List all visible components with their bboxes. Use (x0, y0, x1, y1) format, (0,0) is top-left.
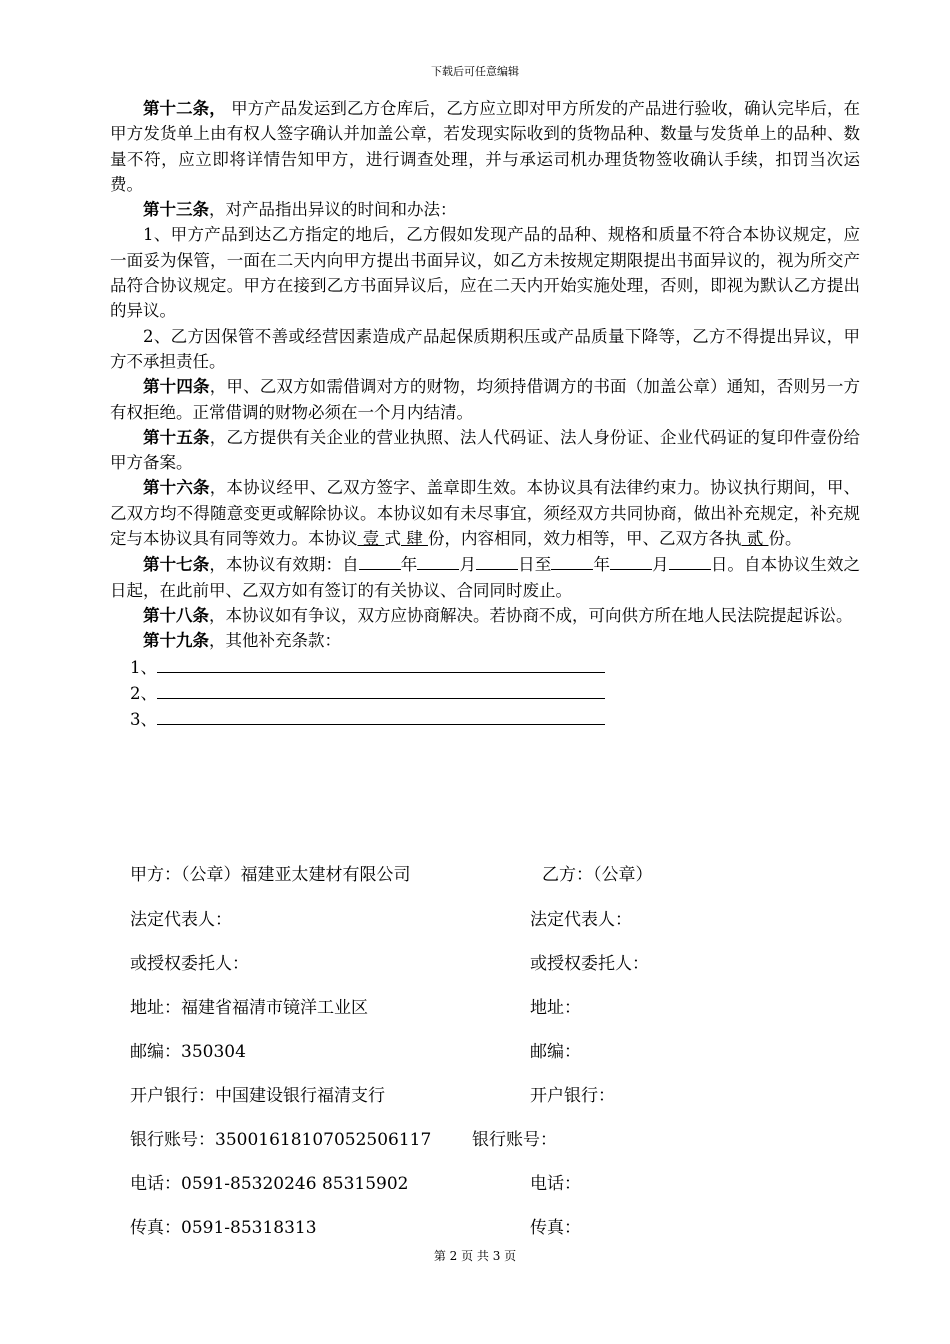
article-title: 第十九条 (143, 631, 209, 651)
end-day-blank (669, 551, 711, 570)
article-16: 第十六条，本协议经甲、乙双方签字、盖章即生效。本协议具有法律约束力。协议执行期间，甲、乙双方均不得随意变更或解除协议。本协议如有未尽事宜，须经双方共同协商，做出补充规定，补充规定与本协议具有同等效力。本协议 壹 式 肆 份，内容相同，效力相等，甲、乙双方各执 贰 份。 (110, 478, 861, 549)
start-month-blank (417, 551, 459, 570)
supplement-item-1: 1、 (110, 654, 860, 680)
start-day-blank (476, 551, 518, 570)
article-13-item-1: 1、甲方产品到达乙方指定的地后，乙方假如发现产品的品种、规格和质量不符合本协议规定，应一面妥为保管，一面在二天内向甲方提出书面异议，如乙方未按规定期限提出书面异议的，视为所交产品符合协议规定。甲方在接到乙方书面异议后，应在二天内开始实施处理，否则，即视为默认乙方提出的异议。 (110, 225, 860, 321)
end-month-blank (610, 551, 652, 570)
copies-each: 贰 (741, 529, 769, 549)
supplement-item-2: 2、 (110, 680, 860, 706)
article-13-item-2: 2、乙方因保管不善或经营因素造成产品起保质期积压或产品质量下降等，乙方不得提出异议，甲方不承担责任。 (110, 326, 860, 371)
end-year-blank (551, 551, 593, 570)
party-b-agent: 或授权委托人： (530, 954, 649, 974)
contract-body (110, 96, 860, 732)
party-b-phone: 电话： (530, 1174, 581, 1194)
party-b-fax: 传真： (530, 1218, 581, 1238)
article-title: 第十八条 (143, 605, 209, 625)
article-title: 第十二条， (143, 99, 226, 118)
party-b-address: 地址： (530, 998, 581, 1018)
party-a-rep: 法定代表人： (130, 910, 232, 930)
article-title: 第十五条 (143, 427, 210, 447)
party-a-name: 甲方：（公章）福建亚太建材有限公司 (130, 865, 411, 885)
article-title: 第十六条 (143, 478, 210, 498)
article-14: 第十四条，甲、乙双方如需借调对方的财物，均须持借调方的书面（加盖公章）通知，否则另一方有权拒绝。正常借调的财物必须在一个月内结清。 (110, 377, 861, 422)
party-b-name: 乙方：（公章） (542, 865, 653, 885)
article-13: 第十三条，对产品指出异议的时间和办法： (143, 200, 457, 220)
supplement-line (157, 680, 605, 699)
party-a-postcode: 邮编：350304 (130, 1042, 246, 1062)
party-a-agent: 或授权委托人： (130, 954, 249, 974)
party-a-address: 地址：福建省福清市镜洋工业区 (130, 998, 368, 1018)
party-b-rep: 法定代表人： (530, 910, 632, 930)
party-b-bank: 开户银行： (530, 1086, 615, 1106)
supplement-line (157, 654, 605, 673)
party-a-account: 银行账号：35001618107052506117 (130, 1130, 432, 1150)
article-19: 第十九条，其他补充条款： (143, 631, 341, 651)
copies-count: 肆 (401, 529, 428, 549)
page-footer: 第 2 页 共 3 页 (433, 1249, 517, 1263)
article-title: 第十四条 (143, 377, 210, 397)
party-a-fax: 传真：0591-85318313 (130, 1218, 317, 1238)
start-year-blank (359, 551, 401, 570)
article-title: 第十七条 (143, 555, 210, 575)
party-b-postcode: 邮编： (530, 1042, 581, 1062)
party-a-bank: 开户银行：中国建设银行福清支行 (130, 1086, 385, 1106)
supplement-line (157, 706, 605, 725)
article-12: 第十二条， 甲方产品发运到乙方仓库后，乙方应立即对甲方所发的产品进行验收，确认完毕后，在甲方发货单上由有权人签字确认并加盖公章，若发现实际收到的货物品种、数量与发货单上的品种、数量不符，应立即将详情告知甲方，进行调查处理，并与承运司机办理货物签收确认手续，扣罚当次运费。 (110, 99, 860, 194)
supplement-item-3: 3、 (110, 706, 860, 732)
party-a-phone: 电话：0591-85320246 85315902 (130, 1174, 409, 1194)
article-title: 第十三条 (143, 200, 209, 220)
article-15: 第十五条，乙方提供有关企业的营业执照、法人代码证、法人身份证、企业代码证的复印件壹份给甲方备案。 (110, 427, 861, 473)
party-b-account: 银行账号： (472, 1130, 557, 1150)
copies-total: 壹 (357, 529, 385, 549)
article-18: 第十八条，本协议如有争议，双方应协商解决。若协商不成，可向供方所在地人民法院提起诉讼。 (143, 605, 853, 625)
article-17: 第十七条，本协议有效期：自 年 月 日至 年 月 日。自本协议生效之日起，在此前甲、乙双方如有签订的有关协议、合同同时废止。 (110, 551, 860, 603)
page-header: 下载后可任意编辑 (431, 65, 519, 78)
